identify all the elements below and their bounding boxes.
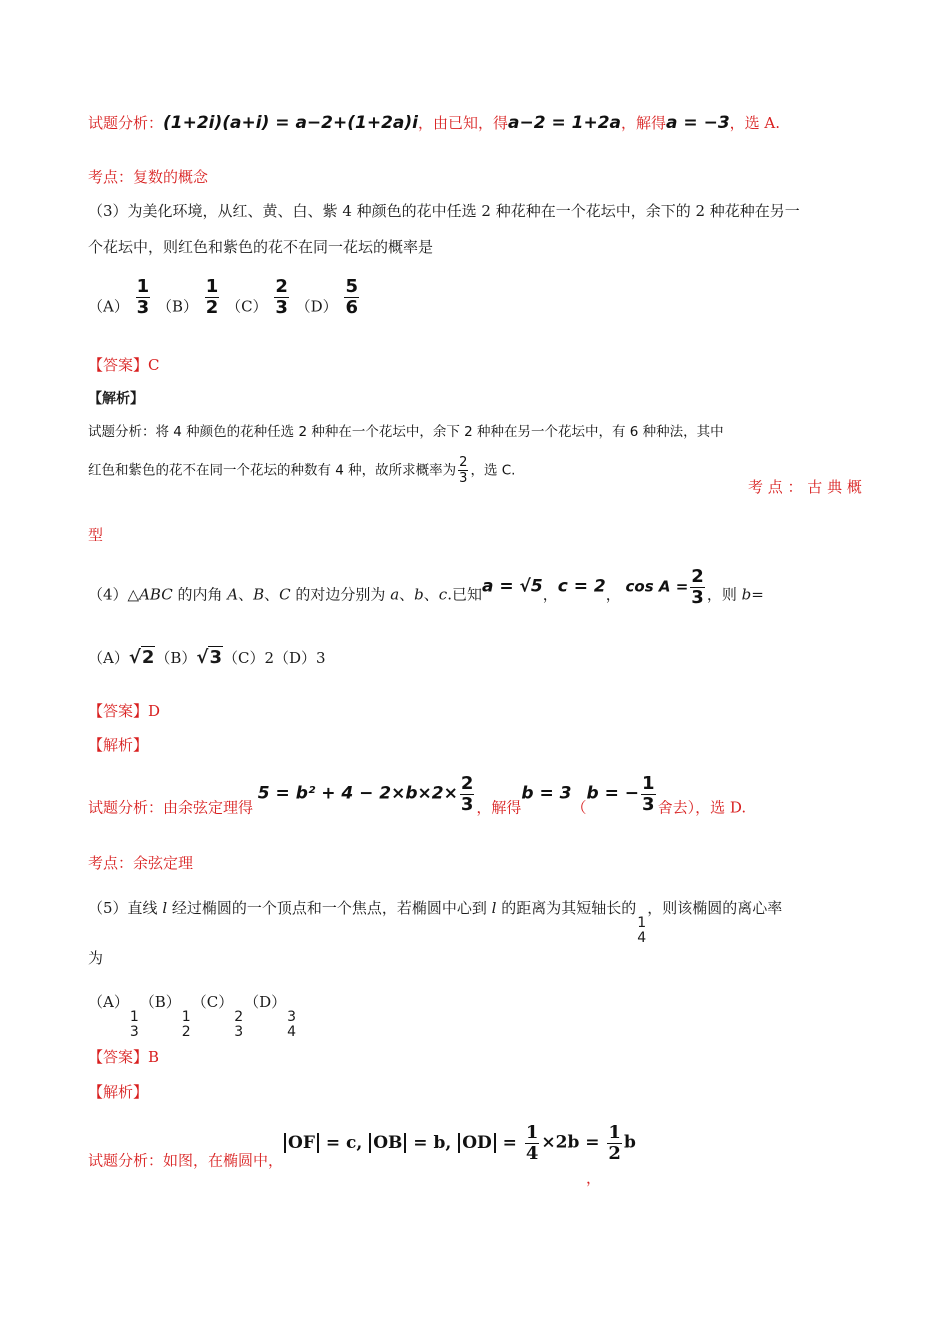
q5-stem-b: 经过椭圆的一个顶点和一个焦点，若椭圆中心到 — [167, 899, 492, 917]
q3-analysis-line2 — [88, 456, 515, 485]
q5-times: ×2b = — [541, 1132, 606, 1153]
q5-line-l-1: l — [162, 899, 168, 917]
q2-kaodian: 考点：复数的概念 — [88, 168, 209, 186]
q5-half-fraction: $\frac{1}{2}$ — [608, 1122, 621, 1164]
q5-b-tail: b — [623, 1132, 636, 1153]
q5-quarter-fraction: 1 4 — [637, 915, 647, 946]
q3-option-b-label: （B） — [156, 297, 198, 316]
q5-option-c-fraction: 2 3 — [234, 1009, 244, 1040]
q4-sep4: 、 — [423, 585, 439, 604]
q4-side-a: a — [390, 585, 400, 604]
q4-sep1: 、 — [238, 585, 254, 604]
q5-option-d-fraction: 3 4 — [287, 1009, 297, 1040]
q5-stem-d: ，则该椭圆的离心率 — [647, 899, 783, 917]
q5-answer: 【答案】B — [88, 1048, 160, 1066]
q5-stem-line2: 为 — [88, 949, 104, 967]
q4-stem-e: ，则 — [706, 585, 742, 604]
q4-side-c: c — [438, 585, 448, 604]
q5-analysis — [88, 1124, 636, 1178]
q5-od: OD — [458, 1133, 496, 1153]
q4-stem — [88, 568, 764, 608]
q4-stem-b: 的内角 — [172, 585, 228, 604]
q4-eq-neg: b = − — [586, 783, 640, 804]
q4-angle-b: B — [253, 585, 265, 604]
q3-options — [88, 278, 361, 319]
q5-eq-c: = c, — [319, 1132, 369, 1153]
q5-of: OF — [284, 1133, 319, 1153]
q4-eq-b: b = 3 — [521, 783, 572, 804]
q5-trailing-comma: ， — [586, 1169, 602, 1187]
q4-stem-d: .已知 — [447, 585, 482, 604]
q5-jiexi: 【解析】 — [88, 1083, 149, 1101]
q4-option-b-sqrt: √3 — [196, 647, 222, 668]
q5-equation — [283, 1133, 523, 1153]
q5-stem — [88, 893, 782, 946]
q4-eq-a: a = √5 — [481, 576, 543, 597]
q3-answer: 【答案】C — [88, 356, 160, 374]
q3-analysis-line1: 试题分析：将 4 种颜色的花种任选 2 种种在一个花坛中，余下 2 种种在另一个花坛中，有 6 种种法，其中 — [88, 424, 724, 440]
q4-eq-c: c = 2 — [557, 576, 606, 597]
q5-options — [88, 987, 297, 1040]
q3-analysis-line2-a: 红色和紫色的花不在同一个花坛的种数有 4 种，故所求概率为 — [88, 462, 457, 479]
q4-cos-fraction: $\frac{2}{3}$ — [691, 566, 704, 608]
q3-option-d-fraction: $\frac{5}{6}$ — [345, 276, 358, 318]
q2-text-2: ，解得 — [621, 114, 667, 132]
q5-eq-od: = — [496, 1132, 523, 1153]
q5-od-fraction: $\frac{1}{4}$ — [525, 1122, 539, 1164]
q5-stem-a: （5）直线 — [88, 899, 163, 917]
q5-option-c-label: （C） — [191, 993, 234, 1011]
q5-ob: OB — [369, 1133, 406, 1153]
q5-line-l-2: l — [491, 899, 497, 917]
q4-options-rest: （C）2（D）3 — [222, 649, 326, 667]
q4-eq-neg-fraction: $\frac{1}{3}$ — [642, 773, 655, 815]
q5-option-b-fraction: 1 2 — [181, 1009, 191, 1040]
q5-analysis-label: 试题分析：如图，在椭圆中， — [88, 1151, 284, 1170]
q4-answer: 【答案】D — [88, 702, 161, 720]
q3-option-a-label: （A） — [88, 297, 129, 316]
q3-jiexi: 【解析】 — [88, 391, 144, 407]
q4-eq-end: = — [751, 585, 764, 604]
q4-paren-open: （ — [571, 798, 587, 817]
q4-analysis-label: 试题分析：由余弦定理得 — [88, 798, 254, 817]
q4-b-end: b — [741, 585, 752, 604]
q4-cos-label: cos A = — [625, 577, 689, 596]
q4-kaodian: 考点：余弦定理 — [88, 854, 194, 872]
q4-eq-main: 5 = b² + 4 − 2×b×2× — [257, 783, 458, 804]
q3-analysis-line2-b: ，选 C. — [470, 462, 516, 479]
q5-option-d-label: （D） — [244, 993, 287, 1011]
q4-stem-c: 的对边分别为 — [290, 585, 391, 604]
q4-angle-c: C — [279, 585, 291, 604]
q2-equation-3: a = −3 — [666, 113, 730, 133]
q3-stem-line2: 个花坛中，则红色和紫色的花不在同一花坛的概率是 — [88, 238, 434, 256]
q4-side-b: b — [414, 585, 424, 604]
q5-option-b-label: （B） — [139, 993, 181, 1011]
q4-sep3: 、 — [399, 585, 415, 604]
q4-option-a-sqrt: √2 — [128, 647, 155, 668]
q4-option-b-label: （B） — [155, 649, 197, 667]
q2-text-3: ，选 A. — [729, 114, 781, 132]
q3-option-c-fraction: $\frac{2}{3}$ — [275, 276, 288, 318]
q3-option-a-fraction: $\frac{1}{3}$ — [136, 276, 150, 318]
q3-stem-line1: （3）为美化环境，从红、黄、白、紫 4 种颜色的花中任选 2 种花种在一个花坛中，余下的 2 种花种在另一 — [88, 202, 800, 220]
q5-option-a-fraction: 1 3 — [129, 1009, 139, 1040]
q4-analysis — [88, 775, 746, 823]
q5-eq-b: = b, — [407, 1132, 458, 1153]
q2-analysis-label: 试题分析： — [88, 114, 164, 132]
q2-equation-2: a−2 = 1+2a — [508, 113, 621, 133]
q5-option-a-label: （A） — [88, 993, 129, 1011]
q4-comma1: ， — [542, 585, 558, 604]
q5-stem-c: 的距离为其短轴长的 — [496, 899, 637, 917]
q4-option-a-label: （A） — [88, 649, 129, 667]
q3-option-b-fraction: $\frac{1}{2}$ — [205, 276, 219, 318]
q4-comma2: ， — [605, 585, 621, 604]
q4-angle-a: A — [227, 585, 239, 604]
q4-options — [88, 648, 326, 668]
q4-eq-main-fraction: $\frac{2}{3}$ — [460, 773, 474, 815]
q2-equation-1: (1+2i)(a+i) = a−2+(1+2a)i — [163, 113, 418, 133]
q2-text-1: ，由已知，得 — [417, 114, 508, 132]
q3-kaodian-line2: 型 — [88, 526, 104, 544]
q4-text2: 舍去），选 D. — [657, 798, 747, 817]
q3-option-d-label: （D） — [295, 297, 338, 316]
q3-option-c-label: （C） — [226, 297, 268, 316]
q4-sep2: 、 — [264, 585, 280, 604]
q4-text1: ，解得 — [476, 798, 522, 817]
q4-stem-a: （4）△ — [88, 585, 140, 604]
q2-analysis — [88, 113, 780, 133]
q3-kaodian-line1: 考 点 ： 古 典 概 — [748, 478, 862, 496]
q3-answer-fraction: $\frac{2}{3}$ — [459, 455, 468, 486]
q4-jiexi: 【解析】 — [88, 736, 149, 754]
q4-abc: ABC — [139, 585, 173, 604]
